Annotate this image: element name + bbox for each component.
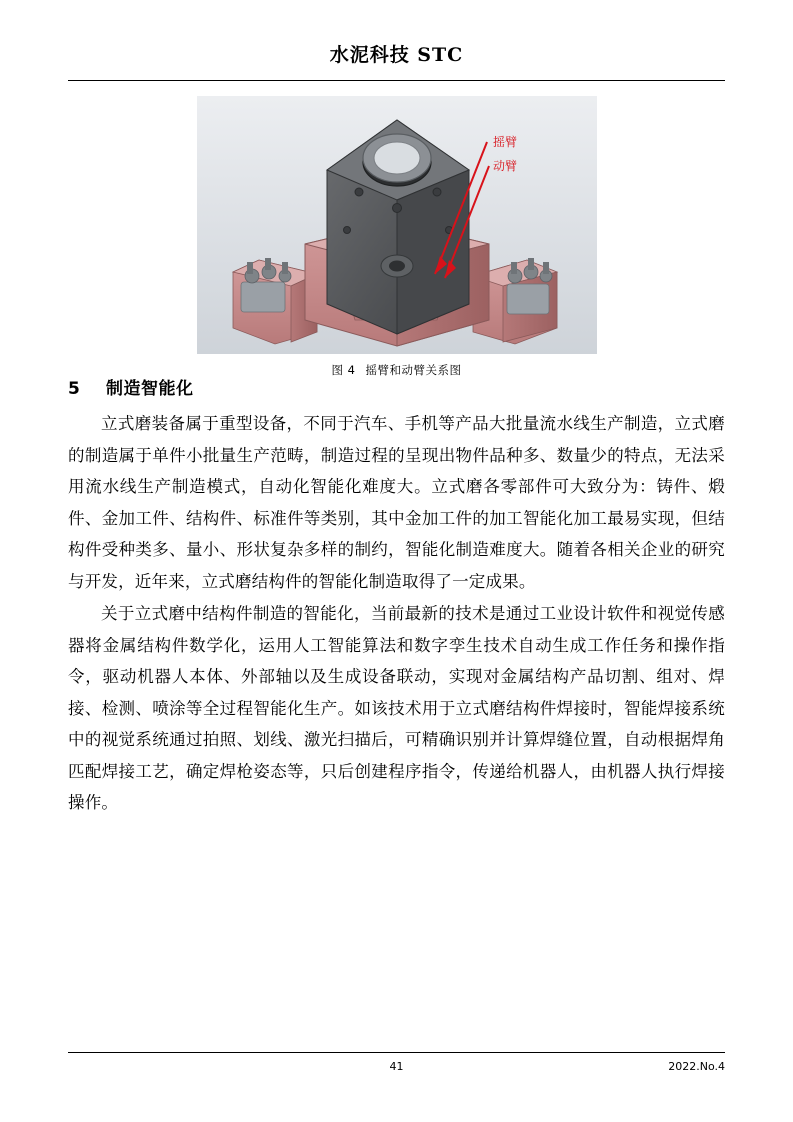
footer-divider — [68, 1052, 725, 1053]
paragraph: 关于立式磨中结构件制造的智能化，当前最新的技术是通过工业设计软件和视觉传感器将金属结构件数学化，运用人工智能算法和数字孪生技术自动生成工作任务和操作指令，驱动机器人本体、外部轴以及生成设备联动，实现对金属结构产品切割、组对、焊接、检测、喷涂等全过程智能化生产。如该技术用于立式磨结构件焊接时，智能焊接系统中的视觉系统通过拍照、划线、激光扫描后，可精确识别并计算焊缝位置，自动根据焊角匹配焊接工艺，确定焊枪姿态等，只后创建程序指令，传递给机器人，由机器人执行焊接操作。 — [68, 604, 725, 812]
figure-image-rocker-arm — [197, 96, 597, 354]
header-divider — [68, 80, 725, 81]
section-number: 5 — [68, 379, 81, 399]
page-number: 41 — [389, 1060, 404, 1073]
rocker-arm-label: 摇臂 — [492, 135, 517, 149]
page-header — [68, 44, 725, 67]
figure-caption-number: 图 4 — [331, 363, 356, 377]
body-text — [68, 408, 725, 820]
left-base-mount — [233, 258, 317, 344]
section-heading — [68, 374, 725, 399]
moving-arm-label: 动臂 — [492, 159, 517, 173]
journal-title: 水泥科技 STC — [329, 44, 464, 66]
section-title: 制造智能化 — [106, 379, 194, 399]
issue-label: 2022.No.4 — [668, 1060, 725, 1073]
paragraph: 立式磨装备属于重型设备，不同于汽车、手机等产品大批量流水线生产制造，立式磨的制造属于单件小批量生产范畴，制造过程的呈现出物件品种多、数量少的特点，无法采用流水线生产制造模式，自动化智能化难度大。立式磨各零部件可大致分为：铸件、煅件、金加工件、结构件、标准件等类别，其中金加工件的加工智能化加工最易实现，但结构件受种类多、量小、形状复杂多样的制约，智能化制造难度大。随着各相关企业的研究与开发，近年来，立式磨结构件的智能化制造取得了一定成果。 — [68, 414, 725, 591]
figure-block — [68, 96, 725, 378]
figure-caption-text: 摇臂和动臂关系图 — [365, 363, 462, 377]
